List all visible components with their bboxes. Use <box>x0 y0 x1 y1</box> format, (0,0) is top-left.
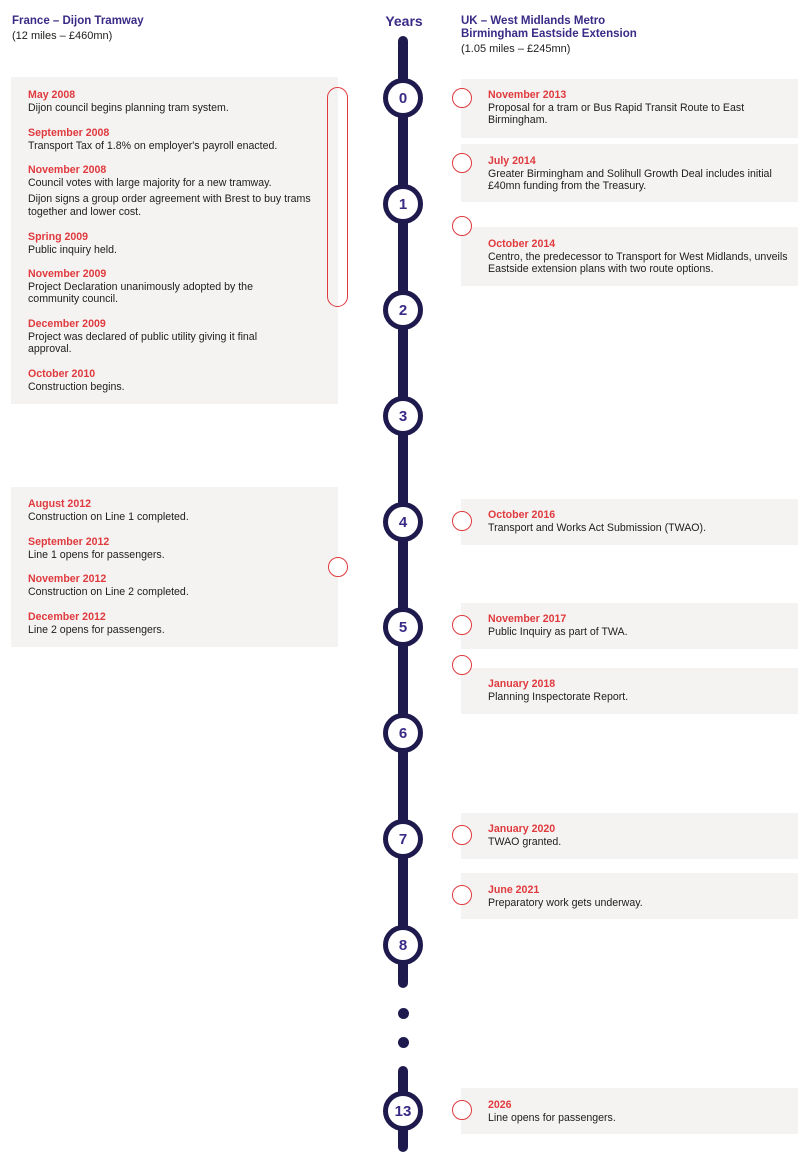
birmingham-event: November 2017 Public Inquiry as part of TWA. <box>488 613 628 638</box>
year-node: 2 <box>383 290 423 330</box>
birmingham-title-line1: UK – West Midlands Metro <box>461 15 606 27</box>
birmingham-subtitle: (1.05 miles – £245mn) <box>461 43 571 55</box>
birmingham-ring-marker <box>452 1100 472 1120</box>
dijon-event: Spring 2009 Public inquiry held. <box>28 231 117 256</box>
dijon-subtitle: (12 miles – £460mn) <box>12 30 113 42</box>
timeline-ellipsis-dot <box>398 1008 409 1019</box>
birmingham-ring-marker <box>452 153 472 173</box>
birmingham-event: 2026 Line opens for passengers. <box>488 1099 616 1124</box>
dijon-event: November 2008 Council votes with large majority for a new tramway. Dijon signs a group order agreement with Brest to buy trams together and lower cost. <box>28 164 311 218</box>
birmingham-ring-marker <box>452 216 472 236</box>
years-title: Years <box>385 13 423 29</box>
birmingham-event: June 2021 Preparatory work gets underway. <box>488 884 643 909</box>
birmingham-event: November 2013 Proposal for a tram or Bus Rapid Transit Route to East Birmingham. <box>488 89 745 126</box>
dijon-event: September 2008 Transport Tax of 1.8% on employer's payroll enacted. <box>28 127 278 152</box>
year-node: 8 <box>383 925 423 965</box>
birmingham-ring-marker <box>452 615 472 635</box>
dijon-event: September 2012 Line 1 opens for passengers. <box>28 536 165 561</box>
birmingham-event: January 2020 TWAO granted. <box>488 823 562 848</box>
dijon-event: November 2012 Construction on Line 2 completed. <box>28 573 189 598</box>
dijon-ring-marker <box>328 557 348 577</box>
birmingham-ring-marker <box>452 511 472 531</box>
birmingham-event: October 2016 Transport and Works Act Submission (TWAO). <box>488 509 707 534</box>
dijon-event: October 2010 Construction begins. <box>28 368 125 393</box>
birmingham-ring-marker <box>452 88 472 108</box>
birmingham-title-line2: Birmingham Eastside Extension <box>461 28 637 40</box>
year-node: 6 <box>383 713 423 753</box>
year-node: 13 <box>383 1091 423 1131</box>
birmingham-event: July 2014 Greater Birmingham and Solihull Growth Deal includes initial £40mn funding from the Treasury. <box>488 155 772 192</box>
birmingham-ring-marker <box>452 825 472 845</box>
birmingham-event: October 2014 Centro, the predecessor to Transport for West Midlands, unveils Eastside extension plans with two route options. <box>488 238 788 275</box>
year-node: 1 <box>383 184 423 224</box>
timeline-ellipsis-dot <box>398 1037 409 1048</box>
dijon-bracket-marker <box>327 87 348 307</box>
year-node: 4 <box>383 502 423 542</box>
dijon-event: December 2012 Line 2 opens for passengers. <box>28 611 165 636</box>
birmingham-event: January 2018 Planning Inspectorate Report. <box>488 678 629 703</box>
dijon-event: August 2012 Construction on Line 1 completed. <box>28 498 189 523</box>
dijon-title: France – Dijon Tramway <box>12 15 144 27</box>
dijon-event: November 2009 Project Declaration unanimously adopted by the community council. <box>28 268 253 305</box>
year-node: 3 <box>383 396 423 436</box>
dijon-event: May 2008 Dijon council begins planning tram system. <box>28 89 229 114</box>
dijon-event: December 2009 Project was declared of public utility giving it final approval. <box>28 318 258 355</box>
year-node: 7 <box>383 819 423 859</box>
year-node: 5 <box>383 607 423 647</box>
birmingham-ring-marker <box>452 885 472 905</box>
year-node: 0 <box>383 78 423 118</box>
birmingham-ring-marker <box>452 655 472 675</box>
